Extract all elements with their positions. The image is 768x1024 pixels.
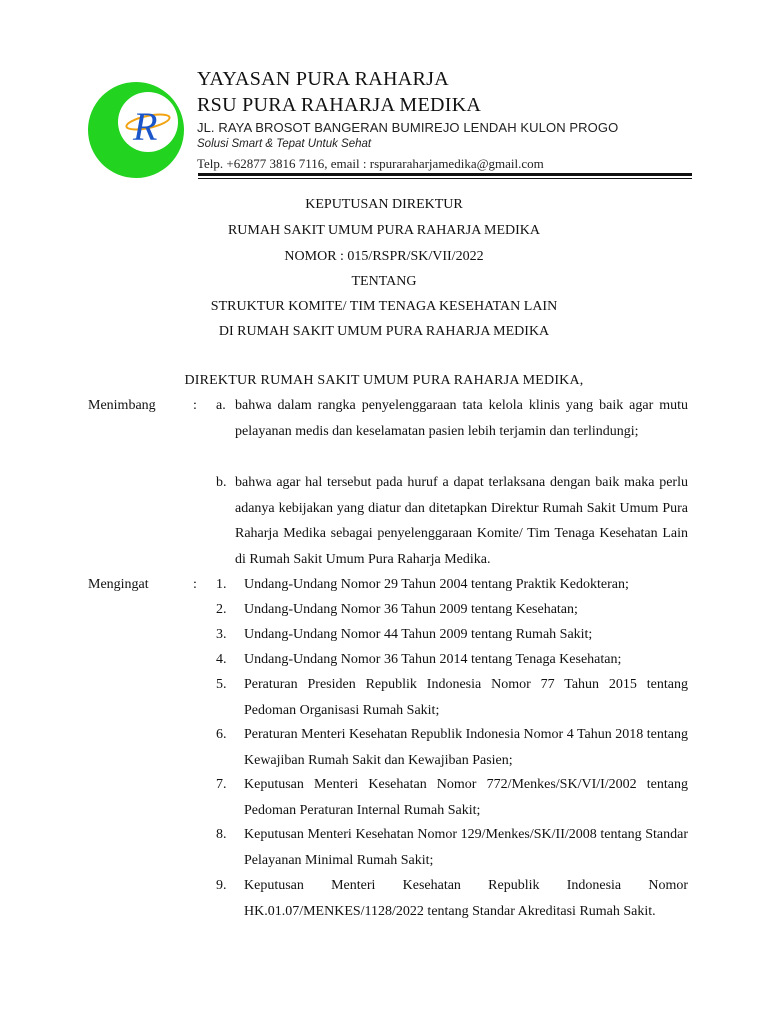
hospital-logo [86,80,186,180]
mengingat-item-1: Undang-Undang Nomor 29 Tahun 2004 tentang Praktik Kedokteran; [244,577,629,592]
mengingat-marker-4: 4. [216,652,227,667]
mengingat-marker-6: 6. [216,727,227,742]
mengingat-marker-2: 2. [216,602,227,617]
mengingat-marker-9: 9. [216,878,227,893]
decree-subject-line2: DI RUMAH SAKIT UMUM PURA RAHARJA MEDIKA [218,324,550,339]
mengingat-marker-5: 5. [216,677,227,692]
mengingat-item-7: Keputusan Menteri Kesehatan Nomor 772/Menkes/SK/VI/I/2002 tentang Pedoman Peraturan Internal Rumah Sakit; [244,777,688,818]
hospital-contact: Telp. +62877 3816 7116, email : rspuraraharjamedika@gmail.com [197,156,544,171]
mengingat-item-6: Peraturan Menteri Kesehatan Republik Indonesia Nomor 4 Tahun 2018 tentang Kewajiban Rumah Sakit dan Kewajiban Pasien; [244,727,688,768]
mengingat-item-8: Keputusan Menteri Kesehatan Nomor 129/Menkes/SK/II/2008 tentang Standar Pelayanan Minimal Rumah Sakit; [244,827,688,868]
hospital-tagline: Solusi Smart & Tepat Untuk Sehat [197,138,372,150]
mengingat-colon: : [193,577,197,592]
menimbang-marker-a: a. [216,398,226,413]
hospital-name: RSU PURA RAHARJA MEDIKA [197,94,482,116]
mengingat-label: Mengingat [88,577,149,592]
mengingat-marker-8: 8. [216,827,227,842]
mengingat-marker-3: 3. [216,627,227,642]
decree-title: KEPUTUSAN DIREKTUR [305,197,463,212]
decree-number: NOMOR : 015/RSPR/SK/VII/2022 [284,249,484,264]
mengingat-marker-7: 7. [216,777,227,792]
foundation-name: YAYASAN PURA RAHARJA [197,68,449,90]
hospital-address: JL. RAYA BROSOT BANGERAN BUMIREJO LENDAH KULON PROGO [197,120,619,135]
mengingat-item-2: Undang-Undang Nomor 36 Tahun 2009 tentang Kesehatan; [244,602,578,617]
mengingat-item-3: Undang-Undang Nomor 44 Tahun 2009 tentang Rumah Sakit; [244,627,593,642]
logo-letter: R [133,104,158,149]
decree-issuer: RUMAH SAKIT UMUM PURA RAHARJA MEDIKA [227,223,541,238]
mengingat-item-4: Undang-Undang Nomor 36 Tahun 2014 tentang Tenaga Kesehatan; [244,652,622,667]
letterhead-rule-thin [198,178,692,179]
menimbang-colon: : [193,398,197,413]
menimbang-marker-b: b. [216,475,227,490]
menimbang-item-a: bahwa dalam rangka penyelenggaraan tata kelola klinis yang baik agar mutu pelayanan medis dan keselamatan pasien lebih terjamin dan terlindungi; [235,398,688,439]
decree-about-label: TENTANG [351,274,417,289]
mengingat-item-5: Peraturan Presiden Republik Indonesia Nomor 77 Tahun 2015 tentang Pedoman Organisasi Rumah Sakit; [244,677,688,718]
mengingat-marker-1: 1. [216,577,227,592]
menimbang-item-b: bahwa agar hal tersebut pada huruf a dapat terlaksana dengan baik maka perlu adanya kebijakan yang diatur dan ditetapkan Direktur Rumah Sakit Umum Pura Raharja Medika sebagai penyelenggaraan Komite/ Tim Tenaga Kesehatan Lain di Rumah Sakit Umum Pura Raharja Medika. [235,475,688,567]
mengingat-item-9: Keputusan Menteri Kesehatan Republik Indonesia Nomor HK.01.07/MENKES/1128/2022 tentang Standar Akreditasi Rumah Sakit. [244,878,688,919]
letterhead-rule-thick [198,173,692,176]
director-heading: DIREKTUR RUMAH SAKIT UMUM PURA RAHARJA MEDIKA, [184,373,584,388]
menimbang-label: Menimbang [88,398,156,413]
decree-subject-line1: STRUKTUR KOMITE/ TIM TENAGA KESEHATAN LAIN [210,299,558,314]
